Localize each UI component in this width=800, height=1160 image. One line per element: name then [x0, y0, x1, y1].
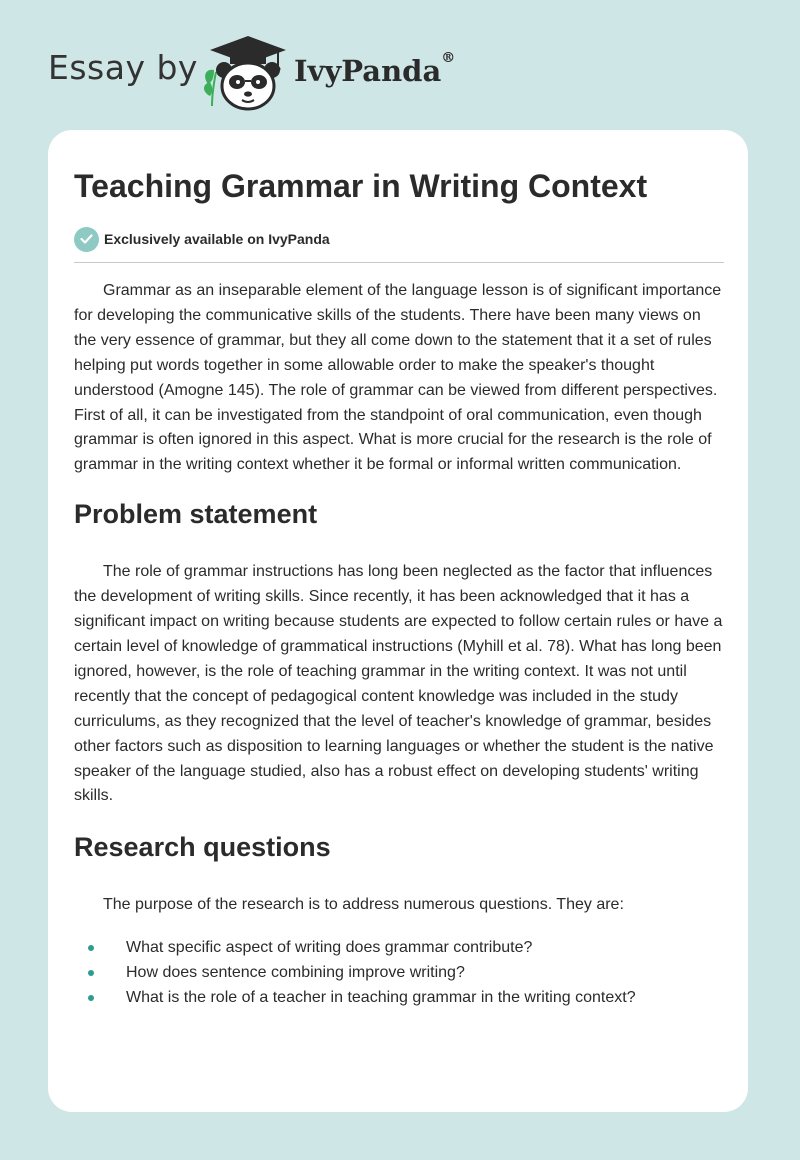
brand-name[interactable]: IvyPanda®	[294, 50, 456, 88]
list-item: What is the role of a teacher in teaching grammar in the writing context?	[74, 985, 724, 1010]
problem-statement-heading: Problem statement	[74, 499, 318, 530]
site-header	[48, 30, 548, 110]
title-divider	[74, 262, 724, 263]
trademark-symbol: ®	[441, 50, 456, 66]
exclusive-badge-label: Exclusively available on IvyPanda	[104, 231, 330, 247]
essay-title: Teaching Grammar in Writing Context	[74, 168, 648, 204]
essay-card	[48, 130, 748, 1112]
research-questions-heading: Research questions	[74, 832, 331, 863]
research-questions-list	[74, 935, 724, 1010]
essay-by-label: Essay by	[48, 48, 198, 87]
research-questions-intro: The purpose of the research is to address numerous questions. They are:	[103, 896, 624, 914]
bullet-icon	[88, 945, 94, 951]
list-item: What specific aspect of writing does grammar contribute?	[74, 935, 724, 960]
essay-content	[74, 168, 724, 1010]
list-item: How does sentence combining improve writing?	[74, 960, 724, 985]
intro-paragraph: Grammar as an inseparable element of the language lesson is of significant importance for developing the communicative skills of the students. There have been many views on the very essence of grammar, but they all come down to the statement that it a set of rules helping put words together in some allowable order to make the speaker's thought understood (Amogne 145). The role of grammar can be viewed from different perspectives. First of all, it can be investigated from the standpoint of oral communication, even though grammar is often ignored in this aspect. What is more crucial for the research is the role of grammar in the writing context whether it be formal or informal written communication.	[74, 282, 722, 474]
exclusive-badge	[74, 226, 724, 252]
panda-logo-icon[interactable]	[200, 34, 290, 112]
checkmark-icon	[74, 227, 99, 252]
bullet-icon	[88, 970, 94, 976]
bullet-icon	[88, 995, 94, 1001]
problem-statement-paragraph: The role of grammar instructions has long been neglected as the factor that influences the development of writing skills. Since recently, it has been acknowledged that it has a significant impact on writing because students are expected to follow certain rules or have a certain level of knowledge of grammatical instructions (Myhill et al. 78). What has long been ignored, however, is the role of teaching grammar in the writing context. It was not until recently that the concept of pedagogical content knowledge was included in the study curriculums, as they recognized that the level of teacher's knowledge of grammar, besides other factors such as disposition to learning languages or whether the student is the native speaker of the language studied, also has a robust effect on developing students' writing skills.	[74, 563, 723, 805]
